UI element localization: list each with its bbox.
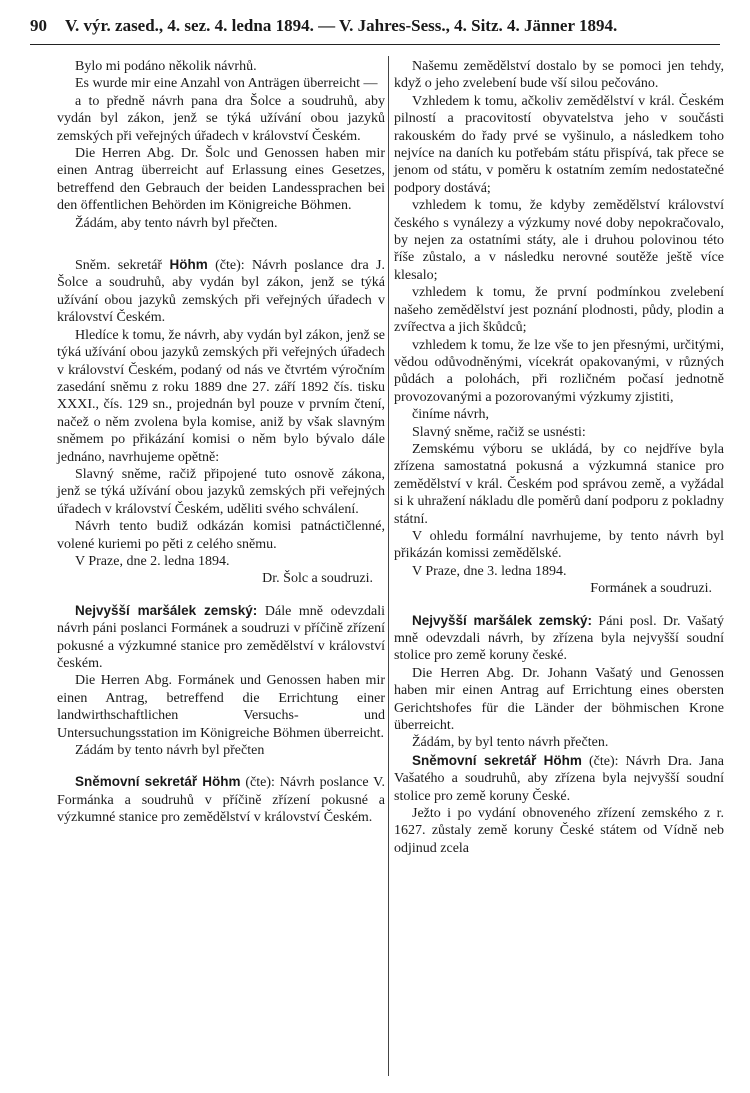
signature-line: Dr. Šolc a soudruzi.	[262, 571, 373, 587]
paragraph-german: Die Herren Abg. Formánek und Genossen haben mir einen Antrag, betreffend die Errichtung einer landwirthschaftlichen Versuchs- und Untersuchungsstation im Königreiche Böhmen überreicht.	[57, 673, 385, 741]
header-rule	[30, 44, 720, 45]
paragraph-german: Die Herren Abg. Dr. Johann Vašatý und Genossen haben mir einen Antrag auf Errichtung eines obersten Gerichtshofes für die Länder der böhmischen Krone überreicht.	[394, 665, 724, 734]
paragraph: Zemskému výboru se ukládá, by co nejdříve byla zřízena samostatná pokusná a výzkumná stanice pro zemědělství v král. Českém pod správou země, a vyžádal si k uhražení nákladu dle poměrů daní podporu z pokladny státní.	[394, 441, 724, 527]
paragraph: a to předně návrh pana dra Šolce a soudruhů, aby vydán byl zákon, jenž se týká užívání obou jazyků zemských při veřejných úřadech v království Českém.	[57, 93, 385, 144]
paragraph: Bylo mi podáno několik návrhů.	[75, 59, 257, 74]
paragraph: vzhledem k tomu, že první podmínkou zvelebení našeho zemědělství jest poznání plodnosti, půdy, plodin a zvířectva a jich škůdců;	[394, 285, 724, 336]
header-title-german: V. Jahres-Sess., 4. Sitz. 4. Jänner 1894.	[339, 16, 618, 35]
speaker-label: Nejvyšší maršálek zemský:	[75, 602, 258, 618]
speaker-label: Sněmovní sekretář Höhm	[412, 752, 582, 768]
signature-line: Formánek a soudruzi.	[590, 581, 712, 597]
left-column	[57, 58, 385, 827]
paragraph-german: Es wurde mir eine Anzahl von Anträgen überreicht —	[75, 76, 378, 92]
paragraph: vzhledem k tomu, že lze vše to jen přesnými, určitými, vědou odůvodněnými, vícekrát opakovanými, v různých půdách a polohách, při rozličném počasí jednotně provozovanými a pozorovanými výzkumy zjistiti,	[394, 337, 724, 405]
paragraph: V ohledu formální navrhujeme, by tento návrh byl přikázán komissi zemědělské.	[394, 528, 724, 562]
paragraph: Slavný sněme, račiž se usnésti:	[412, 424, 586, 440]
paragraph: Našemu zemědělství dostalo by se pomoci jen tehdy, když o jeho zvelebení bude vší silou pečováno.	[394, 59, 724, 92]
speech-text: (čte): Návrh poslance dra J. Šolce a soudruhů, aby vydán byl zákon, jenž se týká užívání obou jazyků zemských při veřejných úřadech v království Českém.	[57, 258, 385, 326]
paragraph: Ježto i po vydání obnoveného zřízení zemského z r. 1627. zůstaly země koruny České státem od Vídně neb odjinud zcela	[394, 806, 724, 856]
marshal-speech	[394, 612, 724, 665]
secretary-reading	[394, 752, 724, 805]
paragraph: Vzhledem k tomu, ačkoliv zemědělství v král. Českém pilností a pracovitostí obyvatelstva jeho v součásti rakouském do řady prvé se vyšinulo, a následkem toho nejvíce na daních ku potřebám státu přispívá, tak přece se jenom od státu, v poměru k ostatním zemím nedostatečné podpory dostává;	[394, 93, 724, 196]
paragraph: Slavný sněme, račiž připojené tuto osnově zákona, jenž se týká užívání obou jazyků zemských při veřejných úřadech v království Českém, uděliti svého schválení.	[57, 466, 385, 517]
speaker-label: Nejvyšší maršálek zemský:	[412, 612, 592, 628]
date-line: V Praze, dne 2. ledna 1894.	[75, 553, 230, 569]
paragraph: Zádám by tento návrh byl přečten	[75, 743, 265, 759]
right-column	[394, 58, 724, 857]
paragraph: Návrh tento budiž odkázán komisi patnáctičlenné, volené kuriemi po pěti z celého sněmu.	[57, 519, 385, 552]
paragraph: Žádám, by byl tento návrh přečten.	[412, 735, 609, 751]
date-line: V Praze, dne 3. ledna 1894.	[412, 563, 567, 579]
speaker-label: Sněmovní sekretář Höhm	[75, 774, 241, 790]
paragraph: Žádám, aby tento návrh byl přečten.	[75, 215, 278, 231]
column-divider	[388, 56, 389, 1076]
secretary-reading	[57, 773, 385, 826]
speech-text: Dále mně odevzdali návrh páni poslanci Formánek a soudruzi v příčině zřízení pokusné a výzkumné stanice pro zemědělství v království českém.	[57, 603, 386, 671]
header-title-czech: V. výr. zased., 4. sez. 4. ledna 1894.	[64, 16, 314, 35]
header-separator: —	[318, 16, 336, 35]
speech-text: (čte): Návrh poslance V. Formánka a soudruhů v příčině zřízení pokusné a výzkumné stanice pro zemědělství v království Českém.	[57, 775, 385, 826]
marshal-speech	[57, 602, 385, 673]
paragraph: činíme návrh,	[412, 407, 489, 423]
paragraph: Hledíce k tomu, že návrh, aby vydán byl zákon, jenž se týká užívání obou jazyků zemských při veřejných úřadech v království Českém, podaný od nás ve čtvrtém výročním zasedání sněmu z roku 1889 dne 27. září 1892 čís. tisku XXXI., čís. 129 sn., projednán byl pouze v prvním čtení, načež o něm zvolena byla komise, aniž by však slavným sněmem po přikázání komisi o něm bylo bývalo dále jednáno, navrhujeme opětně:	[57, 327, 385, 465]
speech-text: (čte): Návrh Dra. Jana Vašatého a soudruhů, aby zřízena byla nejvyšší soudní stolice pro země koruny České.	[394, 753, 724, 804]
speech-text: Páni posl. Dr. Vašatý mně odevzdali návrh, by zřízena byla nejvyšší soudní stolice pro země koruny české.	[394, 613, 725, 664]
page-number: 90	[30, 16, 47, 35]
paragraph-german: Die Herren Abg. Dr. Šolc und Genossen haben mir einen Antrag überreicht auf Erlassung eines Gesetzes, betreffend den Gebrauch der beiden Landessprachen bei den öffentlichen Behörden im Königreiche Böhmen.	[57, 146, 385, 214]
secretary-reading	[57, 256, 385, 327]
speaker-label: Sněm. sekretář	[75, 258, 163, 274]
paragraph: vzhledem k tomu, že kdyby zemědělství království českého s vynálezy a výzkumy nové doby nepokračovalo, by nejen za ostatními státy, ale i druhou polovinou této říše zůstalo, a v následku nerovné soutěže ještě více klesalo;	[394, 198, 724, 283]
speaker-name: Höhm	[169, 257, 208, 273]
page-header	[30, 16, 720, 36]
